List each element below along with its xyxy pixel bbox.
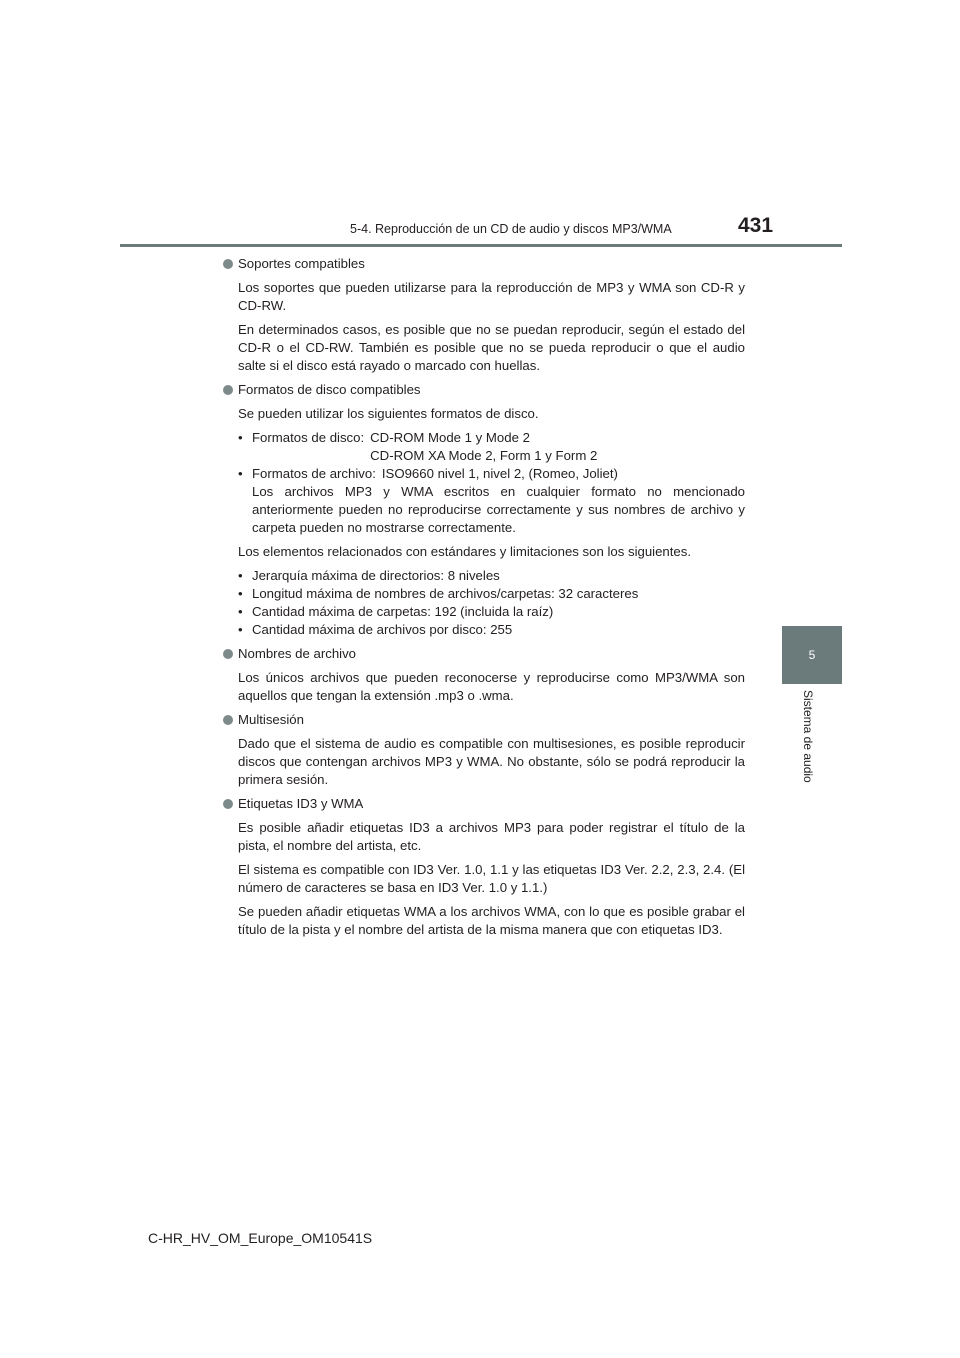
heading-text: Nombres de archivo	[238, 646, 357, 661]
format-label: Formatos de disco:	[252, 430, 365, 445]
list-item-text: Longitud máxima de nombres de archivos/carpetas: 32 caracteres	[252, 586, 639, 601]
page-content	[223, 255, 745, 945]
paragraph: Se pueden añadir etiquetas WMA a los archivos WMA, con lo que es posible grabar el título de la pista y el nombre del artista de la misma manera que con etiquetas ID3.	[238, 904, 745, 937]
chapter-label: Sistema de audio	[801, 690, 815, 783]
paragraph: Los elementos relacionados con estándares y limitaciones son los siguientes.	[238, 544, 692, 559]
section-heading	[223, 711, 745, 729]
list-item	[238, 603, 745, 621]
paragraph: Es posible añadir etiquetas ID3 a archivos MP3 para poder registrar el título de la pista, el nombre del artista, etc.	[238, 820, 745, 853]
bullet-dot-icon	[223, 649, 233, 659]
heading-text: Multisesión	[238, 712, 304, 727]
list-bullet-icon: •	[238, 622, 243, 637]
list-bullet-icon: •	[238, 586, 243, 601]
list-item	[238, 429, 745, 465]
list-item	[238, 465, 745, 537]
list-bullet-icon: •	[238, 568, 243, 583]
list-bullet-icon: •	[238, 466, 243, 481]
format-value: ISO9660 nivel 1, nivel 2, (Romeo, Joliet)	[381, 466, 618, 481]
section-heading	[223, 255, 745, 273]
heading-text: Formatos de disco compatibles	[238, 382, 421, 397]
format-value: CD-ROM XA Mode 2, Form 1 y Form 2	[370, 448, 598, 463]
paragraph: Los soportes que pueden utilizarse para la reproducción de MP3 y WMA son CD-R y CD-RW.	[238, 280, 745, 313]
heading-text: Etiquetas ID3 y WMA	[238, 796, 364, 811]
list-item	[238, 621, 745, 639]
list-item	[238, 567, 745, 585]
heading-text: Soportes compatibles	[238, 256, 365, 271]
paragraph: Dado que el sistema de audio es compatible con multisesiones, es posible reproducir discos que contengan archivos MP3 y WMA. No obstante, sólo se podrá reproducir la primera sesión.	[238, 736, 745, 787]
paragraph: Los únicos archivos que pueden reconocerse y reproducirse como MP3/WMA son aquellos que tengan la extensión .mp3 o .wma.	[238, 670, 745, 703]
list-item-text: Cantidad máxima de carpetas: 192 (incluida la raíz)	[252, 604, 554, 619]
list-bullet-icon: •	[238, 604, 243, 619]
limits-list	[238, 567, 745, 639]
bullet-dot-icon	[223, 259, 233, 269]
section-title: 5-4. Reproducción de un CD de audio y discos MP3/WMA	[350, 222, 672, 236]
paragraph: En determinados casos, es posible que no se puedan reproducir, según el estado del CD-R o el CD-RW. También es posible que no se pueda reproducir o que el audio salte si el disco está rayado o marcado con huellas.	[238, 322, 745, 373]
section-heading	[223, 381, 745, 399]
header-rule	[120, 244, 842, 247]
page-number: 431	[738, 214, 774, 237]
list-item	[238, 585, 745, 603]
bullet-dot-icon	[223, 715, 233, 725]
list-item-text: Jerarquía máxima de directorios: 8 niveles	[252, 568, 500, 583]
bullet-dot-icon	[223, 385, 233, 395]
format-label: Formatos de archivo:	[252, 466, 376, 481]
document-code: C-HR_HV_OM_Europe_OM10541S	[148, 1230, 373, 1246]
list-bullet-icon: •	[238, 430, 243, 445]
format-value: CD-ROM Mode 1 y Mode 2	[370, 430, 530, 445]
bullet-dot-icon	[223, 799, 233, 809]
chapter-tab: 5	[782, 626, 842, 684]
paragraph: Se pueden utilizar los siguientes formatos de disco.	[238, 406, 539, 421]
format-list	[238, 429, 745, 537]
format-note: Los archivos MP3 y WMA escritos en cualquier formato no mencionado anteriormente pueden no reproducirse correctamente y sus nombres de archivo y carpeta pueden no mostrarse correctamente.	[252, 484, 745, 535]
section-heading	[223, 795, 745, 813]
paragraph: El sistema es compatible con ID3 Ver. 1.0, 1.1 y las etiquetas ID3 Ver. 2.2, 2.3, 2.4. (El número de caracteres se basa en ID3 Ver. 1.0 y 1.1.)	[238, 862, 745, 895]
section-heading	[223, 645, 745, 663]
list-item-text: Cantidad máxima de archivos por disco: 255	[252, 622, 513, 637]
